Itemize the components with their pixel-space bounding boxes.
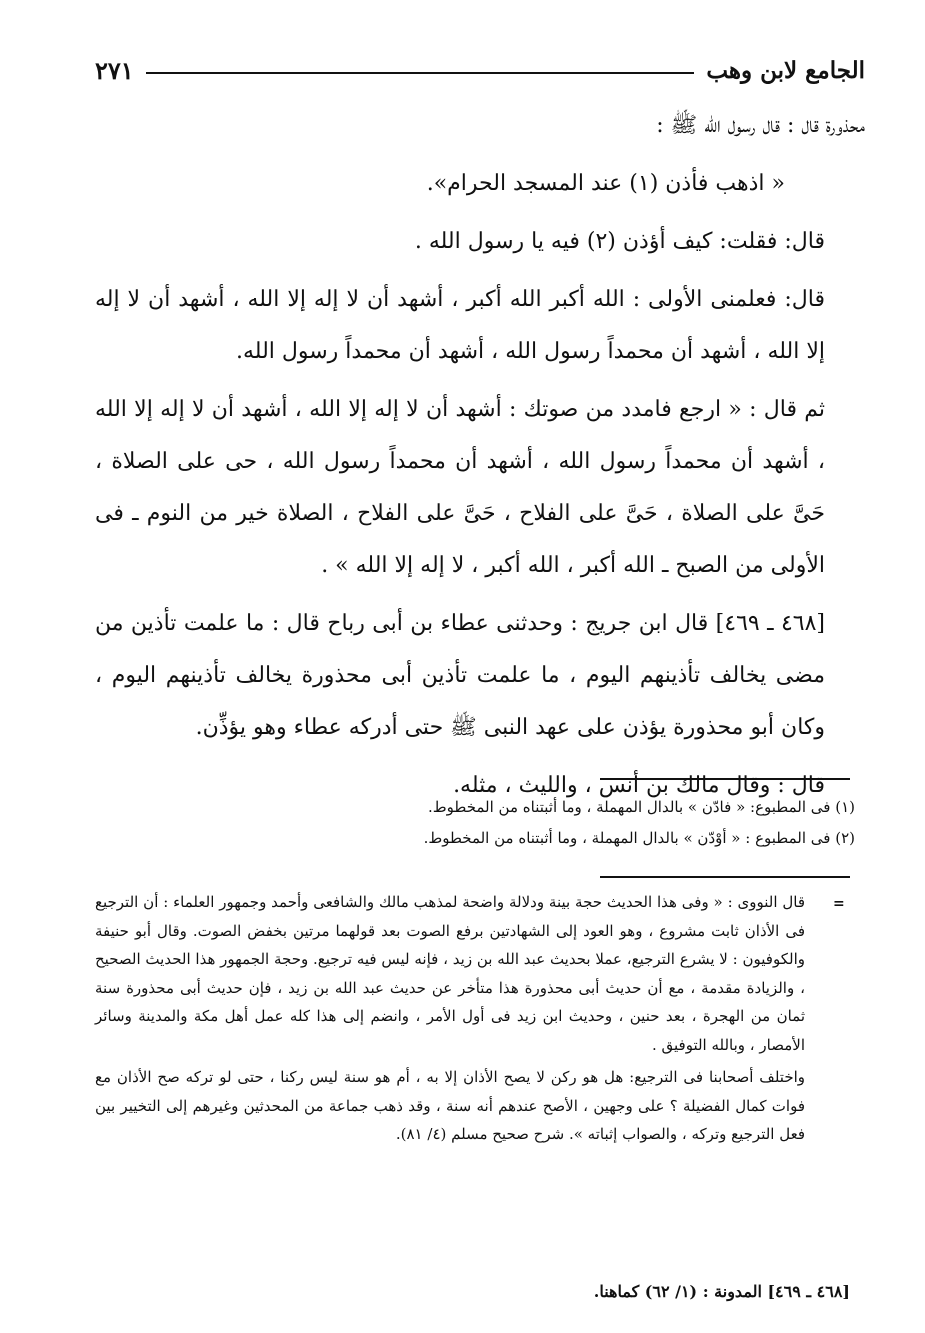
page-header [95,50,865,90]
footnote-2: (٢) فى المطبوع : « أوْدّن » بالدال المهملة ، وما أثبتناه من المخطوط. [423,829,855,847]
paragraph-5: ثم قال : « ارجع فامدد من صوتك : أشهد أن لا إله إلا الله ، أشهد أن لا إله إلا الله ، أشهد أن محمداً رسول الله ، أشهد أن محمداً رسول الله ، حى على الصلاة ، حَىَّ على الصلاة ، حَىَّ على الفلاح ، حَىَّ على الفلاح ، الصلاة خير من النوم ـ فى الأولى من الصبح ـ الله أكبر ، الله أكبر ، لا إله إلا الله » . [95,397,825,578]
main-text [95,100,865,818]
paragraph-3: قال: فقلت: كيف أؤذن (٢) فيه يا رسول الله . [414,229,825,254]
paragraph-6: [٤٦٨ ـ ٤٦٩] قال ابن جريج : وحدثنى عطاء بن أبى رباح قال : ما علمت تأذين من مضى يخالف تأذينهم اليوم ، ما علمت تأذين أبى محذورة يخالف تأذينهم اليوم ، وكان أبو محذورة يؤذن على عهد النبى ﷺ حتى أدركه عطاء وهو يؤذِّن. [95,611,826,740]
book-title: الجامع لابن وهب [706,56,865,84]
source-reference: [٤٦٨ ـ ٤٦٩] المدونة : (١/ ٦٢) كماهنا. [593,1282,850,1301]
paragraph-7: قال : وقال مالك بن أنس ، والليث ، مثله. [453,773,825,798]
page-number: ٢٧١ [95,55,134,85]
paragraph-1: محذورة قال : قال رسول الله ﷺ : [656,113,865,138]
header-rule [146,72,695,74]
paragraph-2: « اذهب فأذن (١) عند المسجد الحرام». [426,171,785,196]
annotation-rule [600,876,850,878]
annotation-paragraph-2: واختلف أصحابنا فى الترجيع: هل هو ركن لا يصح الأذان إلا به ، أم هو سنة ليس ركنا ، حتى لو تركه صح الأذان مع فوات كمال الفضيلة ؟ على وجهين ، الأصح عندهم أنه سنة ، وقد ذهب جماعة من المحدثين وغيرهم إلى التخيير بين فعل الترجيع وتركه ، والصواب إثباته ». شرح صحيح مسلم (٤/ ٨١). [95,1068,805,1143]
paragraph-4: قال: فعلمنى الأولى : الله أكبر الله أكبر ، أشهد أن لا إله إلا الله ، أشهد أن لا إله إلا الله ، أشهد أن محمداً رسول الله ، أشهد أن محمداً رسول الله. [95,287,825,364]
annotation-block [95,888,805,1149]
continuation-mark: = [833,896,845,912]
footnote-1: (١) فى المطبوع: « فادّن » بالدال المهملة ، وما أثبتناه من المخطوط. [428,798,855,816]
annotation-paragraph-1: قال النووى : « وفى هذا الحديث حجة بينة ودلالة واضحة لمذهب مالك والشافعى وأحمد وجمهور العلماء : أن الترجيع فى الأذان ثابت مشروع ، وهو العود إلى الشهادتين برفع الصوت بعد قولهما مرتين بخفض الصوت. وقال أبو حنيفة والكوفيون : لا يشرع الترجيع، عملا بحديث عبد الله بن زيد ، فإنه ليس فيه ترجيع. وحجة الجمهور هذا الحديث الصحيح ، والزيادة مقدمة ، مع أن حديث أبى محذورة هذا متأخر عن حديث عبد الله بن زيد ، فإن حديث أبى محذورة سنة ثمان من الهجرة ، بعد حنين ، وحديث ابن زيد فى أول الأمر ، وانضم إلى هذا كله عمل أهل مكة والمدينة وسائر الأمصار ، وبالله التوفيق . [95,893,805,1054]
footnote-rule [600,778,850,780]
footnotes [300,792,855,854]
